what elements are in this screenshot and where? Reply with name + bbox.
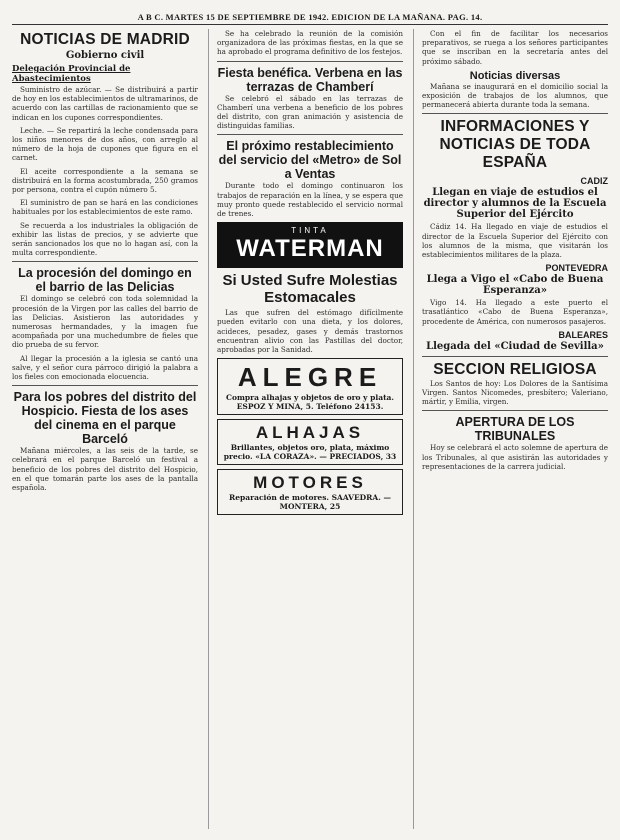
article-paragraph: Se celebró el sábado en las terrazas de Chamberí una verbena a beneficio de los pobres del distrito, con gran animación y asistencia de distinguidas familias. — [217, 93, 403, 131]
newspaper-page — [12, 6, 608, 834]
column-3 — [413, 29, 608, 829]
article-paragraph: Suministro de azúcar. — Se distribuirá a partir de hoy en los establecimientos de ultramarinos, de acuerdo con las cartillas de racionamiento que se indican en los cupones correspondientes. — [12, 85, 198, 122]
ad-line: Compra alhajas y objetos de oro y plata. ESPOZ Y MINA, 5. Teléfono 24153. — [225, 393, 395, 412]
article-headline: Llegada del «Ciudad de Sevilla» — [426, 340, 604, 352]
subheading-gobierno-civil: Gobierno civil — [65, 50, 145, 61]
article-paragraph: El suministro de pan se hará en las condiciones habituales por los establecimientos de este ramo. — [12, 198, 198, 217]
alhajas-ad — [217, 419, 403, 465]
divider — [12, 385, 198, 386]
article-paragraph: Durante todo el domingo continuaron los trabajos de reparación en la línea, y se espera que muy pronto quede restablecido el servicio normal de trenes. — [217, 181, 403, 219]
waterman-ad — [217, 222, 403, 268]
running-head: A B C. MARTES 15 DE SEPTIEMBRE DE 1942. EDICION DE LA MAÑANA. PAG. 14. — [12, 6, 608, 25]
section-heading: Noticias diversas — [469, 69, 561, 82]
article-paragraph: Hoy se celebrará el acto solemne de apertura de los Tribunales, al que asistirán las autoridades y representaciones de la carrera judicial. — [422, 443, 608, 471]
ad-paragraph: Las que sufren del estómago difícilmente pueden evitarlo con una dieta, y los dolores, acideces, pesadez, gases y demás trastornos encuentran alivio con las Pastillas del doctor, aprobadas por la Sanidad. — [217, 308, 403, 355]
article-paragraph: Al llegar la procesión a la iglesia se cantó una salve, y el señor cura párroco dirigió la palabra a los fieles con emocionada elocuencia. — [12, 353, 198, 382]
article-headline: Llegan en viaje de estudios el director y alumnos de la Escuela Superior del Ejército — [423, 187, 607, 221]
article-paragraph: Con el fin de facilitar los necesarios preparativos, se ruega a los señores participantes que se inscriban en la secretaría antes del próximo sábado. — [422, 29, 608, 66]
article-paragraph: Vigo 14. Ha llegado a este puerto el trasatlántico «Cabo de Buena Esperanza», procedente de América, con numerosos pasajeros. — [422, 298, 608, 326]
divider — [422, 113, 608, 114]
article-paragraph: El aceite correspondiente a la semana se distribuirá en la forma acostumbrada, 250 gramos por persona, contra el cupón número 5. — [12, 166, 198, 195]
divider — [217, 61, 403, 62]
article-paragraph: Se ha celebrado la reunión de la comisión organizadora de las próximas fiestas, en la que se ha aprobado el programa definitivo de los festejos. — [217, 29, 403, 57]
article-headline: La procesión del domingo en el barrio de las Delicias — [18, 266, 192, 295]
ad-headline: Si Usted Sufre Molestias Estomacales — [222, 272, 398, 307]
article-headline: Fiesta benéfica. Verbena en las terrazas de Chamberí — [217, 65, 403, 94]
ad-line: Reparación de motores. SAAVEDRA. — MONTERA, 25 — [229, 493, 391, 512]
divider — [12, 261, 198, 262]
article-lead: Delegación Provincial de Abastecimientos — [12, 64, 131, 84]
article-paragraph: Mañana se inaugurará en el domicilio social la exposición de trabajos de los alumnos, que permanecerá abierta durante toda la semana. — [422, 81, 608, 110]
ad-line: Brillantes, objetos oro, plata, máximo precio. «LA CORAZA». — PRECIADOS, 33 — [223, 443, 397, 462]
section-heading-religiosa: SECCION RELIGIOSA — [433, 360, 597, 378]
region-label: CADIZ — [580, 176, 608, 187]
column-2 — [208, 29, 403, 829]
motores-ad — [217, 469, 403, 515]
article-paragraph: Leche. — Se repartirá la leche condensada para los niños menores de dos años, con arreglo al número de la hoja de cupones que figura en el carnet. — [12, 125, 198, 163]
article-paragraph: El domingo se celebró con toda solemnidad la procesión de la Virgen por las calles del barrio de las Delicias. Asistieron las autoridades y numerosas hermandades, y la imagen fue acompañada por una muchedumbre de fieles que dio prueba de su fervor. — [12, 294, 198, 350]
divider — [422, 410, 608, 411]
article-headline: El próximo restablecimiento del servicio del «Metro» de Sol a Ventas — [218, 139, 402, 182]
column-1 — [12, 29, 198, 829]
divider — [217, 134, 403, 135]
section-heading-madrid: NOTICIAS DE MADRID — [20, 31, 190, 48]
article-headline: Llega a Vigo el «Cabo de Buena Esperanza» — [426, 274, 604, 297]
divider — [422, 356, 608, 357]
section-heading-espana: INFORMACIONES Y NOTICIAS DE TODA ESPAÑA — [439, 118, 591, 172]
section-heading-tribunales: APERTURA DE LOS TRIBUNALES — [455, 415, 575, 444]
article-paragraph: Cádiz 14. Ha llegado en viaje de estudios el director de la Escuela Superior del Ejército con los alumnos de la misma, que visitarán los establecimientos militares de la plaza. — [422, 222, 608, 260]
ad-title: MOTORES — [253, 473, 367, 493]
ad-title: ALEGRE — [237, 362, 383, 393]
article-paragraph: Se recuerda a los industriales la obligación de exhibir las listas de precios, y se advierte que serán sancionados los que no lo hagan así, con la multa correspondiente. — [12, 220, 198, 258]
alegre-ad — [217, 358, 403, 415]
article-headline: Para los pobres del distrito del Hospicio. Fiesta de los ases del cinema en el parque Barceló — [13, 390, 197, 447]
ad-title: ALHAJAS — [255, 423, 365, 443]
region-label: BALEARES — [558, 329, 608, 340]
ad-brand: WATERMAN — [236, 235, 384, 263]
article-paragraph: Los Santos de hoy: Los Dolores de la Santísima Virgen. Santos Nicomedes, presbítero; Valeriano, mártir, y Emilia, virgen. — [422, 378, 608, 407]
region-label: PONTEVEDRA — [545, 263, 608, 274]
ad-label: TINTA — [291, 226, 329, 236]
article-paragraph: Mañana miércoles, a las seis de la tarde, se celebrará en el parque Barceló un festival a beneficio de los pobres del distrito del Hospicio, en el que tomarán parte los ases de la pantalla española. — [12, 446, 198, 493]
